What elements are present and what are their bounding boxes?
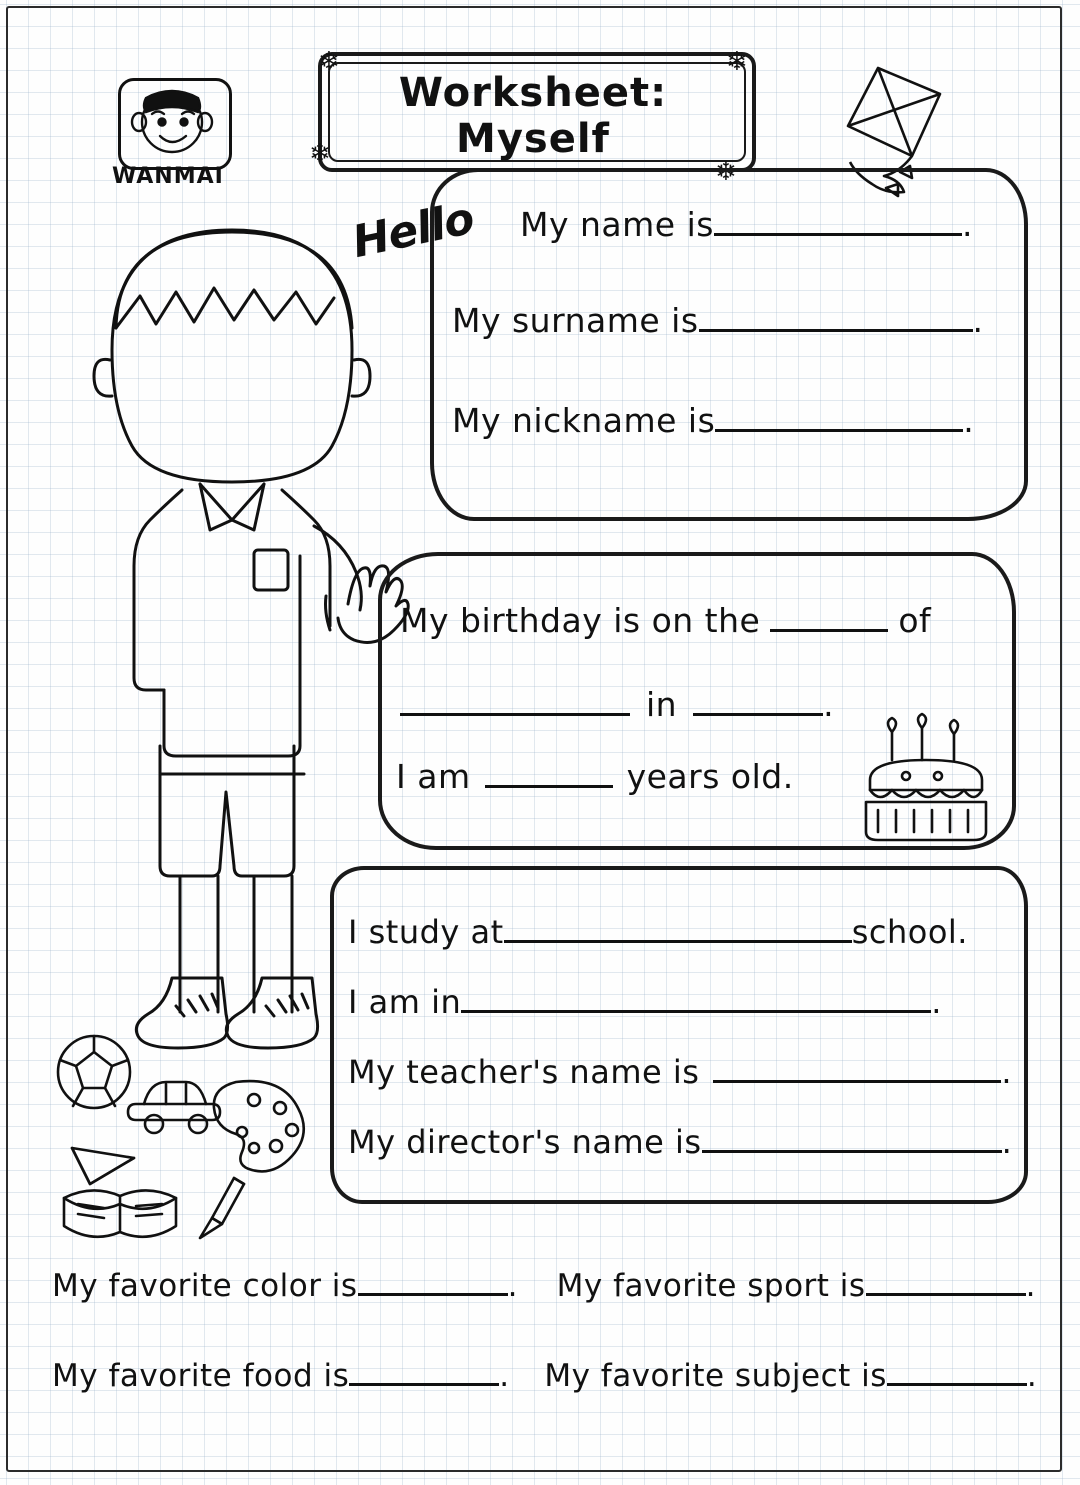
field-director-blank[interactable] <box>702 1118 1002 1153</box>
field-birthday-day-row[interactable] <box>400 596 931 640</box>
field-grade-blank[interactable] <box>461 978 931 1013</box>
field-school-label: I study at <box>348 913 504 951</box>
field-director-row[interactable] <box>348 1118 1012 1161</box>
field-teacher-row[interactable] <box>348 1048 1012 1091</box>
field-age-row[interactable] <box>396 752 794 796</box>
field-age-blank[interactable] <box>485 752 613 788</box>
flower-icon: ❄ <box>726 47 748 77</box>
field-birthday-month-blank[interactable] <box>400 680 630 716</box>
field-director-label: My director's name is <box>348 1123 702 1161</box>
field-grade-period: . <box>931 983 942 1021</box>
logo-frame <box>118 78 232 170</box>
page-title: Worksheet: Myself <box>398 70 668 162</box>
field-nickname-row[interactable] <box>452 396 974 440</box>
hello-text: Hello <box>348 192 479 269</box>
field-birthday-of: of <box>898 601 932 640</box>
field-nickname-blank[interactable] <box>715 396 963 432</box>
field-nickname-label: My nickname is <box>452 401 716 440</box>
field-age-label: I am <box>396 757 471 796</box>
field-birthday-in: in <box>646 685 678 724</box>
favorites-row-2[interactable] <box>52 1352 1042 1394</box>
field-favorite-food-period: . <box>499 1358 510 1394</box>
field-birthday-day-blank[interactable] <box>770 596 888 632</box>
field-name-label: My name is <box>520 205 714 244</box>
toys-and-books-icon <box>48 1030 318 1230</box>
field-surname-blank[interactable] <box>699 296 973 332</box>
favorites-section <box>52 1262 1042 1394</box>
field-grade-label: I am in <box>348 983 462 1021</box>
field-favorite-sport-label: My favorite sport is <box>556 1268 866 1304</box>
flower-icon: ❄ <box>715 157 737 187</box>
field-name-row[interactable] <box>520 200 973 244</box>
favorites-row-1[interactable] <box>52 1262 1042 1304</box>
field-favorite-subject-blank[interactable] <box>887 1352 1027 1386</box>
field-teacher-period: . <box>1001 1053 1013 1091</box>
field-favorite-color-label: My favorite color is <box>52 1268 358 1304</box>
flower-icon: ❄ <box>309 139 331 169</box>
field-birthday-year-blank[interactable] <box>693 680 823 716</box>
field-favorite-food-label: My favorite food is <box>52 1358 350 1394</box>
field-name-blank[interactable] <box>714 200 962 236</box>
field-birthday-period: . <box>823 685 835 724</box>
birthday-cake-icon <box>862 718 992 838</box>
field-surname-period: . <box>972 301 984 340</box>
field-school-blank[interactable] <box>504 908 852 943</box>
field-surname-label: My surname is <box>452 301 699 340</box>
flower-icon: ❄ <box>318 47 340 77</box>
field-school-suffix: school. <box>851 913 968 951</box>
logo-badge <box>112 78 242 196</box>
field-grade-row[interactable] <box>348 978 942 1021</box>
field-teacher-blank[interactable] <box>713 1048 1001 1083</box>
field-favorite-sport-period: . <box>1025 1268 1036 1304</box>
field-nickname-period: . <box>963 401 975 440</box>
field-name-period: . <box>961 205 973 244</box>
field-birthday-label: My birthday is on the <box>400 601 761 640</box>
field-birthday-month-row[interactable] <box>400 680 834 724</box>
field-age-suffix: years old. <box>626 757 794 796</box>
field-school-row[interactable] <box>348 908 968 951</box>
field-surname-row[interactable] <box>452 296 984 340</box>
field-favorite-subject-label: My favorite subject is <box>544 1358 887 1394</box>
logo-label: WANMAI <box>112 164 224 189</box>
field-favorite-subject-period: . <box>1026 1358 1038 1394</box>
field-favorite-food-blank[interactable] <box>349 1352 499 1386</box>
field-favorite-color-period: . <box>507 1268 518 1304</box>
field-favorite-color-blank[interactable] <box>358 1262 508 1296</box>
field-favorite-sport-blank[interactable] <box>866 1262 1026 1296</box>
field-director-period: . <box>1001 1123 1013 1161</box>
field-teacher-label: My teacher's name is <box>348 1053 700 1091</box>
